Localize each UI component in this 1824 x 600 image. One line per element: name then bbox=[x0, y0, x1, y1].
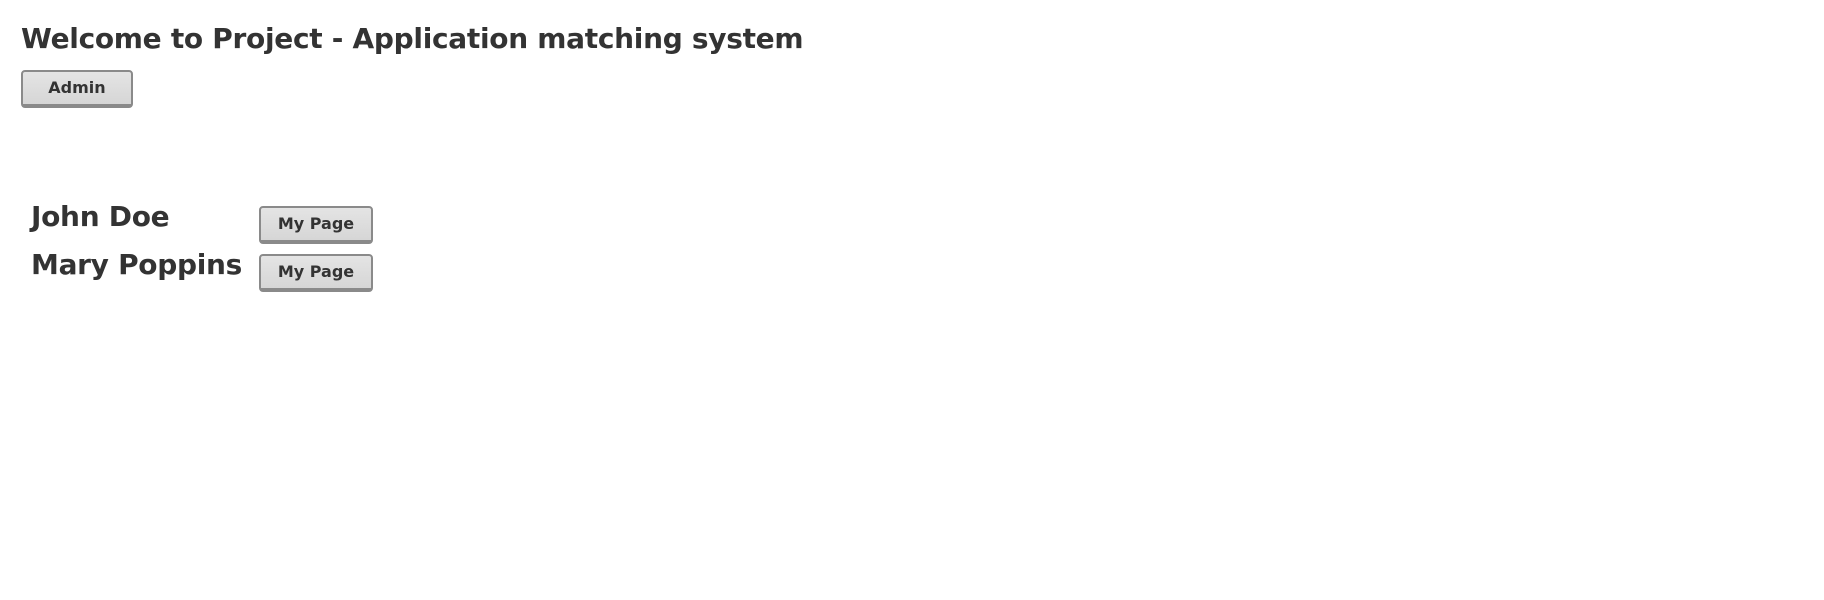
user-row-john-doe bbox=[31, 200, 431, 248]
user-list bbox=[31, 200, 431, 296]
my-page-button-john-doe[interactable]: My Page bbox=[259, 206, 373, 244]
user-row-mary-poppins bbox=[31, 248, 431, 296]
my-page-button-mary-poppins[interactable]: My Page bbox=[259, 254, 373, 292]
user-name: Mary Poppins bbox=[31, 248, 243, 281]
page-title: Welcome to Project - Application matching system bbox=[21, 22, 804, 55]
admin-button[interactable]: Admin bbox=[21, 70, 133, 108]
user-name: John Doe bbox=[31, 200, 170, 233]
